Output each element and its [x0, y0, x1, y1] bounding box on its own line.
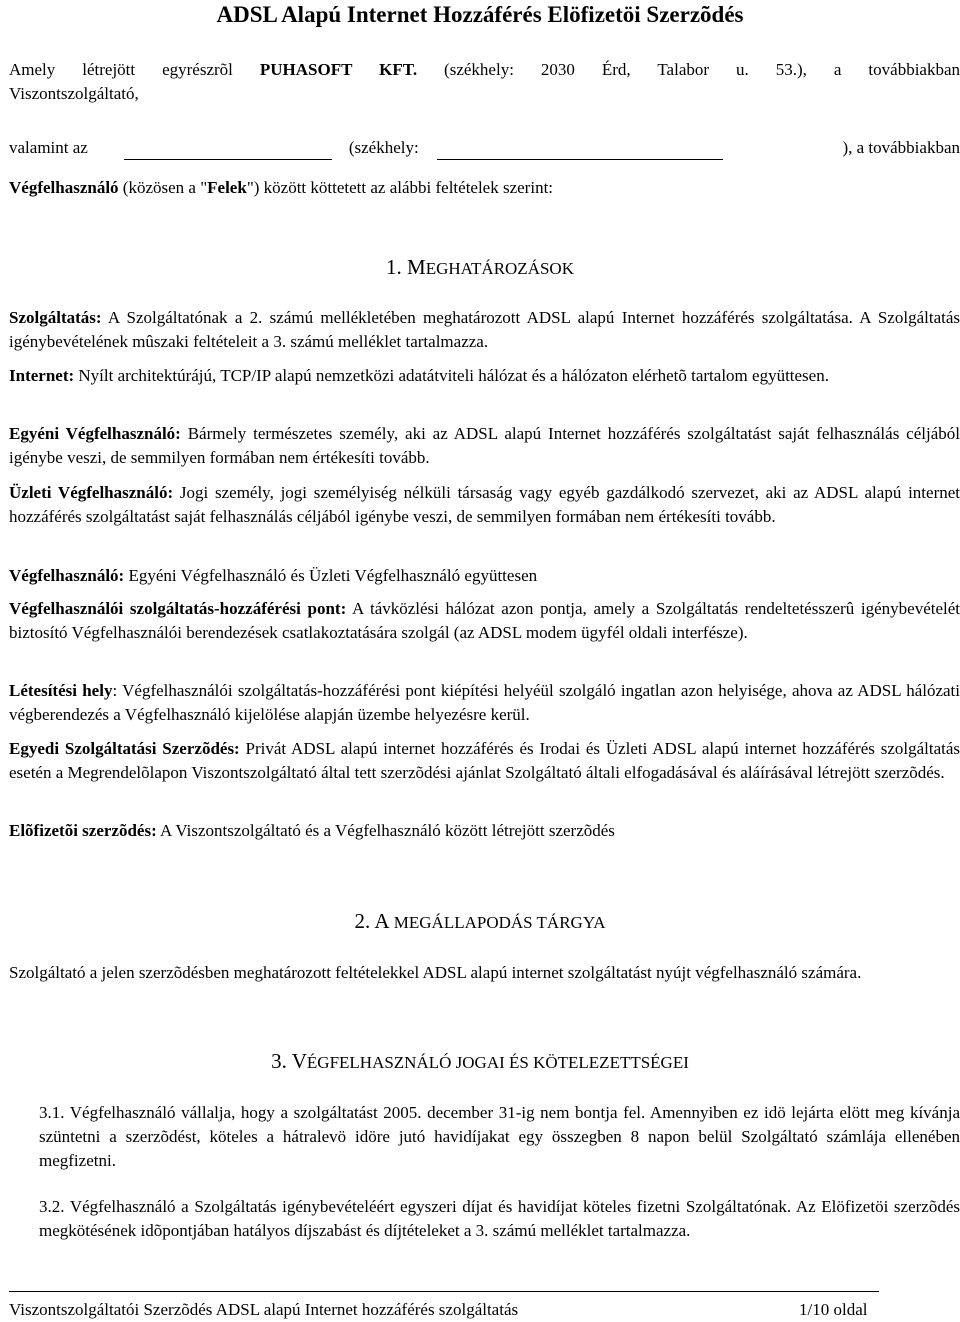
- definition-text: Bármely természetes személy, aki az ADSL alapú Internet hozzáférés szolgáltatást saját felhasználás céljából igénybe veszi, de semmilyen formában nem értékesíti tovább.: [9, 424, 960, 467]
- section-1-heading: [0, 253, 960, 283]
- intro-paragraph-3: [9, 176, 960, 200]
- definition-item: [9, 481, 960, 529]
- footer-left: Viszontszolgáltatói Szerzõdés ADSL alapú Internet hozzáférés szolgáltatás: [9, 1300, 519, 1319]
- intro-paragraph-1-cont: [9, 82, 960, 106]
- definition-term: Végfelhasználói szolgáltatás-hozzáférési pont:: [9, 599, 347, 618]
- company-name: PUHASOFT KFT.: [259, 60, 418, 79]
- definition-text: A távközlési hálózat azon pontja, amely a Szolgáltatás rendeltetésszerû igénybevételét biztosító Végfelhasználói berendezések csatlakoztatására szolgál (az ADSL modem ügyfél oldali interfésze).: [9, 599, 960, 642]
- intro-text: ), a továbbiakban: [842, 138, 960, 157]
- definition-term: Üzleti Végfelhasználó:: [9, 483, 174, 502]
- section-3-heading: [0, 1047, 960, 1077]
- definition-text: Jogi személy, jogi személyiség nélküli társaság vagy egyéb gazdálkodó szervezet, aki az ADSL alapú internet hozzáférés szolgáltatást saját felhasználás céljából igénybe veszi, de semmilyen formában nem értékesíti tovább.: [9, 483, 960, 526]
- section-heading-initial: M: [407, 255, 426, 279]
- section-number: 2.: [354, 909, 375, 933]
- section-number: 1.: [386, 255, 408, 279]
- footer-divider: [9, 1291, 879, 1292]
- definition-term: Elõfizetõi szerzõdés:: [9, 821, 157, 840]
- intro-paragraph-1: [9, 58, 960, 82]
- section-heading-text: ÉGFELHASZNÁLÓ JOGAI ÉS KÖTELEZETTSÉGEI: [306, 1053, 689, 1072]
- definition-text: Egyéni Végfelhasználó és Üzleti Végfelhasználó együttesen: [124, 566, 538, 585]
- document-title: ADSL Alapú Internet Hozzáférés Elöfizetöi Szerzõdés: [216, 2, 744, 27]
- section-2-heading: [0, 907, 960, 937]
- definition-term: Létesítési hely: [9, 681, 113, 700]
- definition-item: [9, 422, 960, 470]
- definition-text: Nyílt architektúrájú, TCP/IP alapú nemzetközi adatátviteli hálózat és a hálózaton elérhetõ tartalom együttesen.: [74, 366, 829, 385]
- definition-item: [9, 737, 960, 785]
- definition-item: [9, 564, 960, 588]
- definition-item: [9, 306, 960, 354]
- definition-text: Privát ADSL alapú internet hozzáférés és Irodai és Üzleti ADSL alapú internet hozzáférés szolgáltatás esetén a Megrendelõlapon Viszontszolgáltató által tett szerzõdési ajánlat Szolgáltató általi elfogadásával és aláírásával létrejött szerzõdés.: [9, 739, 960, 782]
- intro-text: ") között köttetett az alábbi feltételek szerint:: [246, 178, 554, 197]
- party-address-blank: [437, 141, 723, 160]
- footer-page-number: 1/10 oldal: [799, 1300, 868, 1319]
- clause-3-1: 3.1. Végfelhasználó vállalja, hogy a szolgáltatást 2005. december 31-ig nem bontja fel. Amennyiben ez idö lejárta elött meg kívánja szüntetni a szerzõdést, köteles a hátralevö idöre jutó havidíjakat egy összegben 8 napon belül Szolgáltató számlája ellenében megfizetni.: [39, 1103, 960, 1170]
- definition-item: [9, 679, 960, 727]
- intro-text: ,: [134, 84, 139, 103]
- definition-term: Egyedi Szolgáltatási Szerzõdés:: [9, 739, 240, 758]
- intro-text: (székhely: 2030 Érd, Talabor u. 53.), a továbbiakban: [417, 60, 960, 79]
- definition-item: [9, 364, 960, 388]
- party-name-blank: [124, 141, 332, 160]
- definition-term: Internet:: [9, 366, 75, 385]
- intro-text: valamint az: [9, 138, 88, 157]
- definition-text: A Viszontszolgáltató és a Végfelhasználó között létrejött szerzõdés: [156, 821, 615, 840]
- definition-term: Szolgáltatás:: [9, 308, 102, 327]
- clause-3-2: 3.2. Végfelhasználó a Szolgáltatás igénybevételéért egyszeri díjat és havidíjat köteles fizetni Szolgáltatónak. Az Elöfizetöi szerzõdés megkötésének idõpontjában hatályos díjszabást és díjtételeket a 3. számú melléklet tartalmazza.: [39, 1197, 960, 1240]
- section-heading-text: EGHATÁROZÁSOK: [425, 259, 574, 278]
- intro-paragraph-2: [9, 136, 960, 160]
- definition-term: Egyéni Végfelhasználó:: [9, 424, 181, 443]
- section-heading-initial: V: [291, 1049, 307, 1073]
- viszontszolgaltato-term: Viszontszolgáltató: [9, 84, 135, 103]
- definition-text: A Szolgáltatónak a 2. számú mellékletében meghatározott ADSL alapú Internet hozzáférés szolgáltatása. A Szolgáltatás igénybevételének mûszaki feltételeit a 3. számú melléklet tartalmazza.: [9, 308, 960, 351]
- intro-text: Amely létrejött egyrészrõl: [9, 60, 260, 79]
- intro-text: (közösen a ": [118, 178, 208, 197]
- section-heading-initial: A: [374, 909, 390, 933]
- section-2-text: Szolgáltató a jelen szerzõdésben meghatározott feltételekkel ADSL alapú internet szolgáltatást nyújt végfelhasználó számára.: [9, 963, 862, 982]
- felek-term: Felek: [207, 178, 247, 197]
- section-heading-text: MEGÁLLAPODÁS TÁRGYA: [389, 913, 606, 932]
- definition-term: Végfelhasználó:: [9, 566, 125, 585]
- section-number: 3.: [271, 1049, 292, 1073]
- vegfelhasznalo-term: Végfelhasználó: [9, 178, 119, 197]
- definition-item: [9, 597, 960, 645]
- definition-item: [9, 819, 960, 843]
- definition-text: : Végfelhasználói szolgáltatás-hozzáférési pont kiépítési helyéül szolgáló ingatlan azon helyisége, ahova az ADSL hálózati végberendezés a Végfelhasználó kijelölése alapján üzembe helyezésre kerül.: [9, 681, 960, 724]
- intro-text: (székhely:: [348, 138, 419, 157]
